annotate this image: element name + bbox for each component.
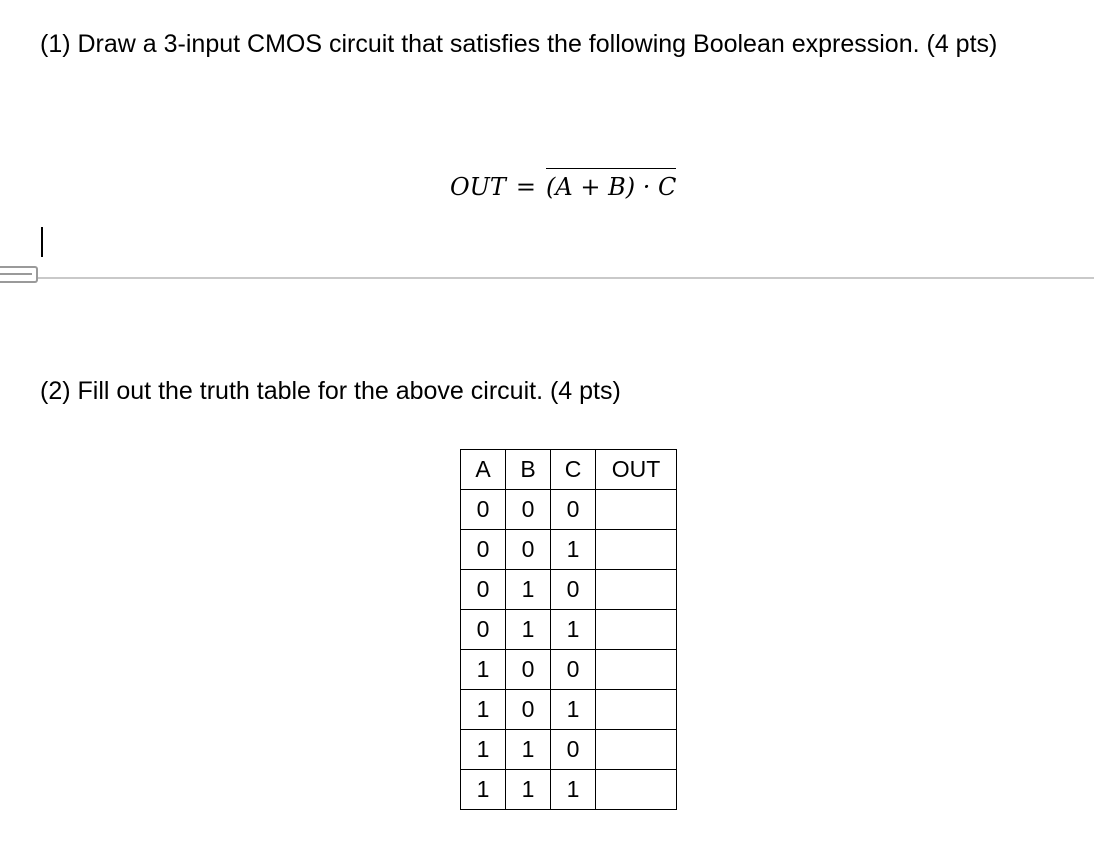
cell-c: 0 xyxy=(551,650,596,690)
table-row xyxy=(461,490,677,530)
cell-a: 1 xyxy=(461,650,506,690)
cell-a: 1 xyxy=(461,730,506,770)
cell-out[interactable] xyxy=(596,690,677,730)
header-b: B xyxy=(506,450,551,490)
table-row xyxy=(461,650,677,690)
table-row xyxy=(461,770,677,810)
page-break-handle-icon[interactable] xyxy=(0,266,38,283)
cell-out[interactable] xyxy=(596,730,677,770)
cell-a: 0 xyxy=(461,490,506,530)
cell-a: 0 xyxy=(461,610,506,650)
header-c: C xyxy=(551,450,596,490)
cell-a: 0 xyxy=(461,570,506,610)
cell-c: 0 xyxy=(551,490,596,530)
text-cursor xyxy=(41,227,43,257)
cell-b: 0 xyxy=(506,490,551,530)
truth-table-header-row xyxy=(461,450,677,490)
table-row xyxy=(461,730,677,770)
cell-out[interactable] xyxy=(596,490,677,530)
table-row xyxy=(461,570,677,610)
page-break-divider xyxy=(0,277,1094,279)
boolean-equation xyxy=(450,168,676,204)
table-row xyxy=(461,530,677,570)
cell-b: 1 xyxy=(506,730,551,770)
cell-c: 1 xyxy=(551,610,596,650)
table-row xyxy=(461,610,677,650)
table-row xyxy=(461,690,677,730)
cell-out[interactable] xyxy=(596,770,677,810)
cell-out[interactable] xyxy=(596,530,677,570)
cell-c: 1 xyxy=(551,690,596,730)
cell-c: 0 xyxy=(551,570,596,610)
cell-b: 0 xyxy=(506,650,551,690)
header-a: A xyxy=(461,450,506,490)
equation-rhs-negated: (A + B) · C xyxy=(546,168,676,201)
equation-equals-sign: = xyxy=(515,173,537,201)
equation-lhs: OUT xyxy=(450,173,506,201)
question-1-text: (1) Draw a 3-input CMOS circuit that satisfies the following Boolean expression. (4 pts) xyxy=(40,30,998,58)
cell-out[interactable] xyxy=(596,610,677,650)
cell-b: 0 xyxy=(506,690,551,730)
cell-b: 1 xyxy=(506,770,551,810)
cell-c: 1 xyxy=(551,770,596,810)
header-out: OUT xyxy=(596,450,677,490)
truth-table xyxy=(460,449,677,810)
cell-c: 0 xyxy=(551,730,596,770)
cell-b: 0 xyxy=(506,530,551,570)
cell-out[interactable] xyxy=(596,650,677,690)
cell-c: 1 xyxy=(551,530,596,570)
cell-a: 1 xyxy=(461,690,506,730)
cell-b: 1 xyxy=(506,610,551,650)
cell-b: 1 xyxy=(506,570,551,610)
cell-out[interactable] xyxy=(596,570,677,610)
question-2-text: (2) Fill out the truth table for the above circuit. (4 pts) xyxy=(40,377,621,405)
cell-a: 0 xyxy=(461,530,506,570)
cell-a: 1 xyxy=(461,770,506,810)
